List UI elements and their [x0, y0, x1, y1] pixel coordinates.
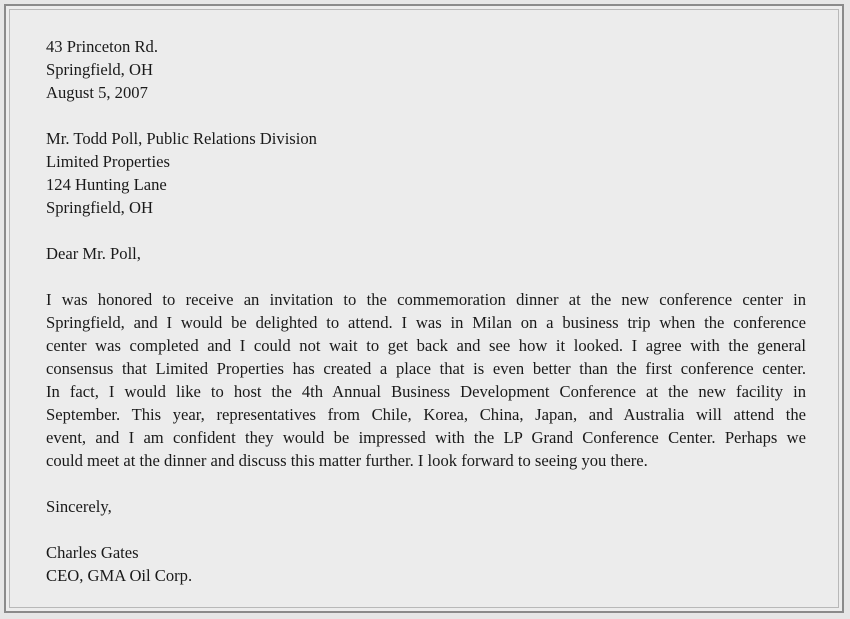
letter-body [46, 288, 806, 472]
signer-name: Charles Gates [46, 543, 139, 562]
body-line: In fact, I would like to host the 4th Annual Business Development Conference at the new facility in [46, 382, 806, 401]
sender-street: 43 Princeton Rd. [46, 37, 158, 56]
body-line: consensus that Limited Properties has created a place that is even better than the first conference center. [46, 359, 806, 378]
recipient-address [46, 127, 806, 219]
body-line: event, and I am confident they would be impressed with the LP Grand Conference Center. Perhaps we [46, 428, 806, 447]
recipient-street: 124 Hunting Lane [46, 175, 167, 194]
recipient-city: Springfield, OH [46, 198, 153, 217]
closing: Sincerely, [46, 497, 112, 516]
signature [46, 541, 806, 587]
letter [46, 35, 806, 587]
body-line: center was completed and I could not wait to get back and see how it looked. I agree with the general [46, 336, 806, 355]
salutation: Dear Mr. Poll, [46, 244, 141, 263]
letter-date: August 5, 2007 [46, 83, 148, 102]
signer-title: CEO, GMA Oil Corp. [46, 566, 193, 585]
sender-city: Springfield, OH [46, 60, 153, 79]
recipient-company: Limited Properties [46, 152, 170, 171]
body-line: could meet at the dinner and discuss this matter further. I look forward to seeing you there. [46, 451, 648, 470]
body-line: Springfield, and I would be delighted to attend. I was in Milan on a business trip when the conference [46, 313, 806, 332]
body-line: September. This year, representatives from Chile, Korea, China, Japan, and Australia will attend the [46, 405, 806, 424]
recipient-name: Mr. Todd Poll, Public Relations Division [46, 129, 317, 148]
sender-address [46, 35, 806, 104]
body-line: I was honored to receive an invitation to the commemoration dinner at the new conference center in [46, 290, 806, 309]
